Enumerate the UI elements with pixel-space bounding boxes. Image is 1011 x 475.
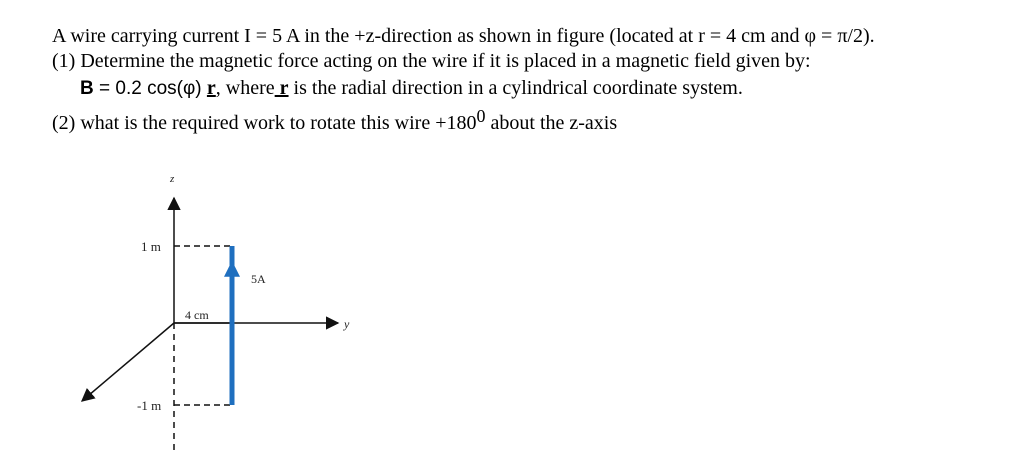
problem-line-2: (1) Determine the magnetic force acting on the wire if it is placed in a magnetic field given by:: [52, 50, 811, 72]
work-question-tail: about the z-axis: [485, 112, 618, 134]
current-label: 5A: [251, 272, 266, 286]
b-field-symbol: B: [80, 78, 94, 99]
problem-line-1: A wire carrying current I = 5 A in the +z-direction as shown in figure (located at r = 4 cm and φ = π/2).: [52, 25, 875, 47]
top-tick-label: 1 m: [141, 239, 161, 254]
where-text: , where: [215, 77, 275, 99]
bottom-tick-label: -1 m: [137, 398, 162, 413]
y-axis-label: y: [344, 317, 350, 331]
r-unit-vector-2: r: [274, 77, 289, 99]
distance-label: 4 cm: [185, 308, 209, 322]
x-axis: [82, 323, 174, 401]
degree-superscript: 0: [476, 106, 486, 126]
z-axis-label: z: [170, 173, 175, 185]
r-unit-vector: r: [206, 77, 216, 99]
b-field-expression: = 0.2 cos(φ): [93, 78, 207, 99]
radial-description: is the radial direction in a cylindrical coordinate system.: [288, 77, 743, 99]
work-question: (2) what is the required work to rotate this wire +180: [52, 112, 477, 134]
